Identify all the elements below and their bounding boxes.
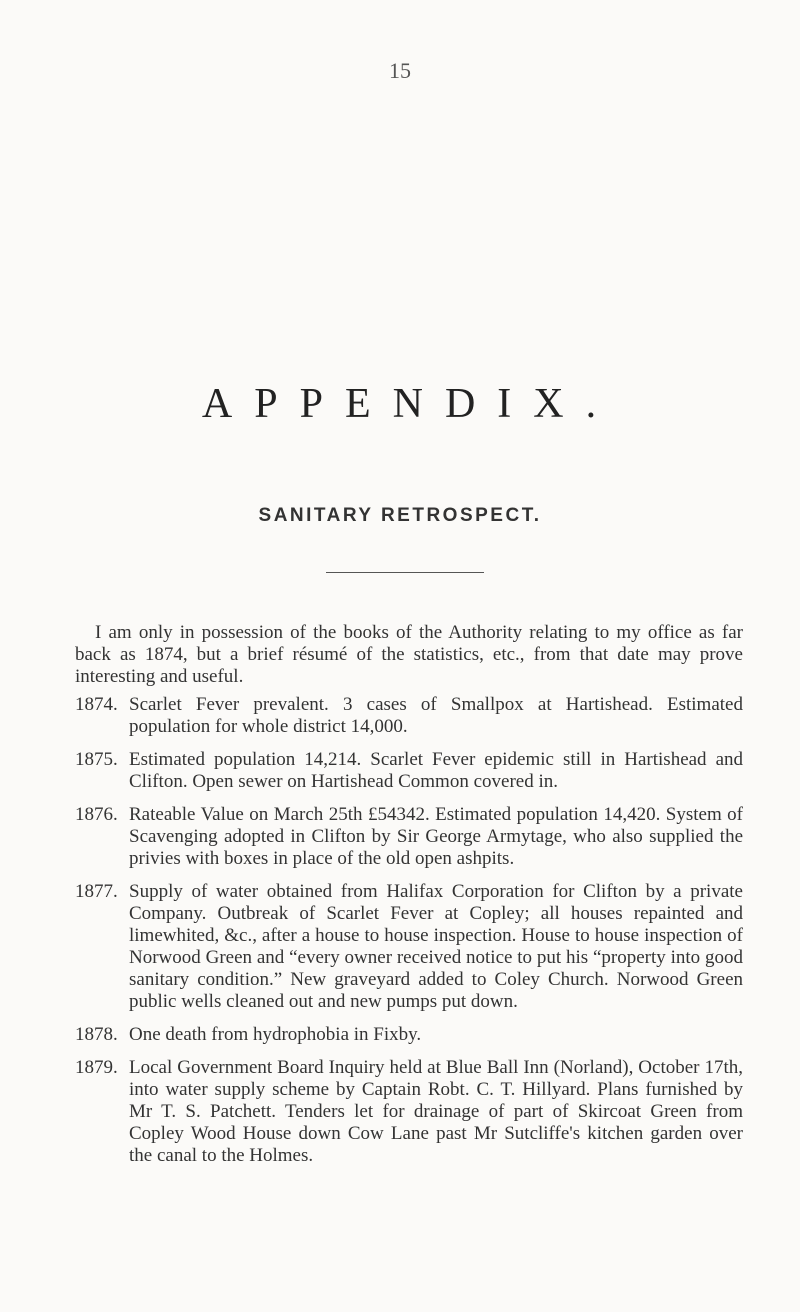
entry-year: 1875.: [75, 749, 118, 770]
entry-year: 1877.: [75, 881, 118, 902]
chronology-entry: [75, 804, 743, 870]
chronology-list: [75, 694, 743, 1178]
page-number: 15: [389, 58, 411, 83]
intro-paragraph: I am only in possession of the books of the Authority relating to my office as far back as 1874, but a brief résumé of the statistics, etc., from that date may prove interesting and useful.: [75, 622, 743, 687]
entry-year: 1879.: [75, 1057, 118, 1078]
chronology-entry: [75, 881, 743, 1013]
entry-year: 1874.: [75, 694, 118, 715]
section-divider: [326, 572, 484, 573]
entry-text: Scarlet Fever prevalent. 3 cases of Smallpox at Hartishead. Estimated population for whole district 14,000.: [129, 694, 743, 737]
chronology-entry: [75, 694, 743, 738]
chronology-entry: [75, 1024, 743, 1046]
entry-year: 1878.: [75, 1024, 118, 1045]
chronology-entry: [75, 1057, 743, 1167]
entry-text: Estimated population 14,214. Scarlet Fever epidemic still in Hartishead and Clifton. Open sewer on Hartishead Common covered in.: [129, 749, 743, 792]
chronology-entry: [75, 749, 743, 793]
entry-text: Local Government Board Inquiry held at Blue Ball Inn (Norland), October 17th, into water supply scheme by Captain Robt. C. T. Hillyard. Plans furnished by Mr T. S. Patchett. Tenders let for drainage of part of Skircoat Green from Copley Wood House down Cow Lane past Mr Sutcliffe's kitchen garden over the canal to the Holmes.: [129, 1057, 743, 1166]
entry-text: Supply of water obtained from Halifax Corporation for Clifton by a private Company. Outbreak of Scarlet Fever at Copley; all houses repainted and limewhited, &c., after a house to house inspection. House to house inspection of Norwood Green and “every owner received notice to put his “property into good sanitary condition.” New graveyard added to Coley Church. Norwood Green public wells cleaned out and new pumps put down.: [129, 881, 743, 1012]
entry-text: Rateable Value on March 25th £54342. Estimated population 14,420. System of Scavenging adopted in Clifton by Sir George Armytage, who also supplied the privies with boxes in place of the old open ashpits.: [129, 804, 743, 869]
entry-text: One death from hydrophobia in Fixby.: [129, 1024, 422, 1045]
section-subheading: SANITARY RETROSPECT.: [258, 505, 542, 526]
appendix-heading: APPENDIX.: [201, 381, 619, 427]
entry-year: 1876.: [75, 804, 118, 825]
